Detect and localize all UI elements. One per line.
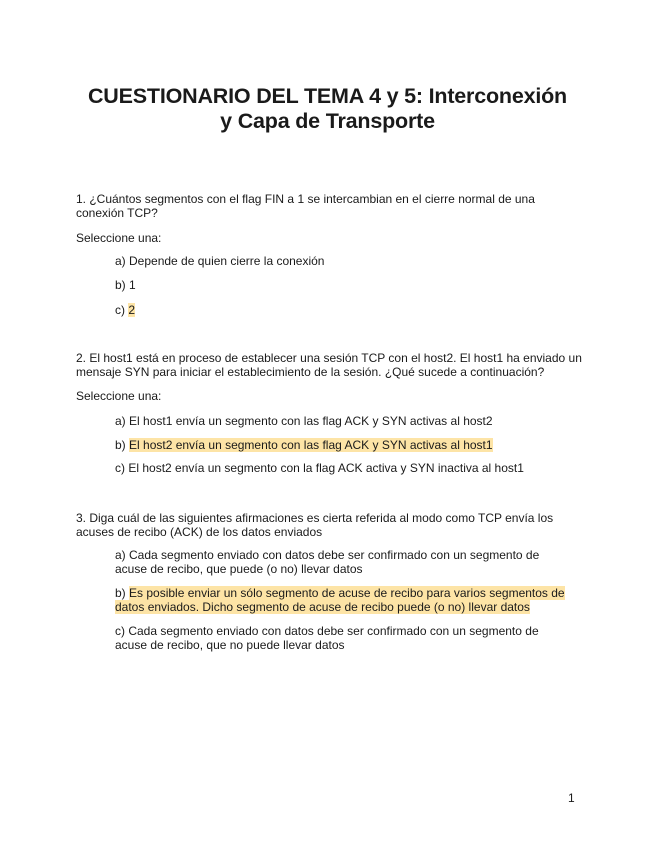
question-1-option-c[interactable] — [115, 303, 570, 317]
question-2-option-b[interactable] — [115, 438, 570, 452]
option-prefix: b) — [115, 278, 130, 292]
option-text: El host1 envía un segmento con las flag ACK y SYN activas al host2 — [129, 414, 493, 428]
question-1-option-b[interactable] — [115, 278, 570, 292]
question-2-text: 2. El host1 está en proceso de establecer una sesión TCP con el host2. El host1 ha enviado un mensaje SYN para iniciar el establecimiento de la sesión. ¿Qué sucede a continuación? — [76, 351, 582, 379]
option-prefix: a) — [115, 254, 130, 268]
question-2-option-c[interactable] — [115, 461, 570, 475]
option-text: El host2 envía un segmento con la flag ACK activa y SYN inactiva al host1 — [128, 461, 524, 475]
question-2-option-a[interactable] — [115, 414, 570, 428]
title-line-2: y Capa de Transporte — [220, 109, 435, 133]
option-prefix: a) — [115, 548, 130, 562]
question-1-option-a[interactable] — [115, 254, 570, 268]
question-1 — [76, 192, 586, 220]
question-3-option-c[interactable] — [115, 624, 570, 652]
option-text-highlighted: El host2 envía un segmento con las flag ACK y SYN activas al host1 — [129, 438, 493, 452]
option-prefix: b) — [115, 586, 130, 600]
question-1-text: 1. ¿Cuántos segmentos con el flag FIN a 1 se intercambian en el cierre normal de una conexión TCP? — [76, 192, 535, 220]
option-text: 1 — [129, 278, 136, 292]
option-prefix: b) — [115, 438, 130, 452]
question-1-prompt: Seleccione una: — [76, 231, 162, 245]
option-text: Depende de quien cierre la conexión — [129, 254, 325, 268]
option-text: Cada segmento enviado con datos debe ser confirmado con un segmento de acuse de recibo, que puede (o no) llevar datos — [115, 548, 540, 576]
page-title — [60, 84, 595, 134]
question-2-prompt: Seleccione una: — [76, 389, 162, 403]
option-prefix: c) — [115, 624, 129, 638]
question-2 — [76, 351, 586, 379]
question-3-text: 3. Diga cuál de las siguientes afirmaciones es cierta referida al modo como TCP envía los acuses de recibo (ACK) de los datos enviados — [76, 511, 554, 539]
option-prefix: c) — [115, 303, 129, 317]
option-text-highlighted: Es posible enviar un sólo segmento de acuse de recibo para varios segmentos de datos enviados. Dicho segmento de acuse de recibo puede (o no) llevar datos — [115, 586, 565, 614]
question-3 — [76, 511, 586, 539]
option-text: Cada segmento enviado con datos debe ser confirmado con un segmento de acuse de recibo, que no puede llevar datos — [115, 624, 539, 652]
page-number: 1 — [568, 791, 575, 805]
question-3-option-a[interactable] — [115, 548, 570, 576]
option-prefix: c) — [115, 461, 129, 475]
option-prefix: a) — [115, 414, 130, 428]
question-3-option-b[interactable] — [115, 586, 570, 614]
option-text-highlighted: 2 — [128, 303, 136, 317]
title-line-1: CUESTIONARIO DEL TEMA 4 y 5: Interconexión — [87, 84, 567, 108]
